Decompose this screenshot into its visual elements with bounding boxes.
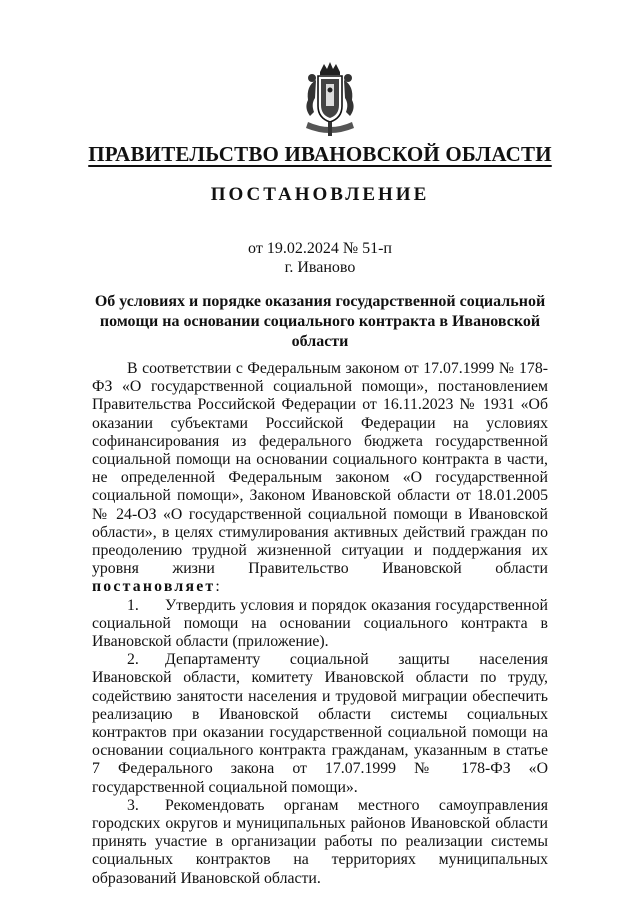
coat-of-arms-icon <box>298 60 362 142</box>
item-text: Утвердить условия и порядок оказания государственной социальной помощи на основании социального контракта в Ивановской области (приложение). <box>92 596 548 651</box>
decree-colon: : <box>215 578 220 596</box>
item-number: 3. <box>127 796 139 814</box>
document-city: г. Иваново <box>284 259 356 276</box>
document-body <box>92 360 548 888</box>
list-item <box>92 597 548 652</box>
government-title: ПРАВИТЕЛЬСТВО ИВАНОВСКОЙ ОБЛАСТИ <box>88 142 552 166</box>
document-subject <box>92 292 548 352</box>
preamble-text: В соответствии с Федеральным законом от 17.07.1999 № 178-ФЗ «О государственной социальной помощи», постановлением Правительства Российской Федерации от 16.11.2023 № 1931 «Об оказании субъектами Российской Федерации на условиях софинансирования из федерального бюджета государственной социальной помощи на основании социального контракта в части, не определенной Федеральным законом «О государственной социальной помощи», Законом Ивановской области от 18.01.2005 № 24-ОЗ «О государственной социальной помощи в Ивановской области», в целях стимулирования активных действий граждан по преодолению трудной жизненной ситуации и поддержания их уровня жизни Правительство Ивановской области <box>92 360 548 578</box>
item-text: Рекомендовать органам местного самоуправления городских округов и муниципальных районов Ивановской области принять участие в организации работы по реализации системы социальных контрактов на территориях муниципальных образований Ивановской области. <box>92 796 548 887</box>
item-text: Департаменту социальной защиты населения Ивановской области, комитету Ивановской области по труду, содействию занятости населения и трудовой миграции обеспечить реализацию в Ивановской области системы социальных контрактов при оказании государственной социальной помощи на основании социального контракта гражданам, указанным в статье 7 Федерального закона от 17.07.1999 № 178-ФЗ «О государственной социальной помощи». <box>92 651 548 796</box>
list-item <box>92 651 548 797</box>
subject-line-2: помощи на основании социального контракта в Ивановской области <box>99 313 541 350</box>
item-number: 2. <box>127 651 139 669</box>
decree-word: постановляет <box>92 578 216 596</box>
item-number: 1. <box>127 596 139 614</box>
list-item <box>92 797 548 888</box>
document-date-number: от 19.02.2024 № 51-п <box>248 240 392 257</box>
preamble-paragraph <box>92 360 548 597</box>
document-type: ПОСТАНОВЛЕНИЕ <box>210 184 430 205</box>
subject-line-1: Об условиях и порядке оказания государственной социальной <box>94 293 546 310</box>
